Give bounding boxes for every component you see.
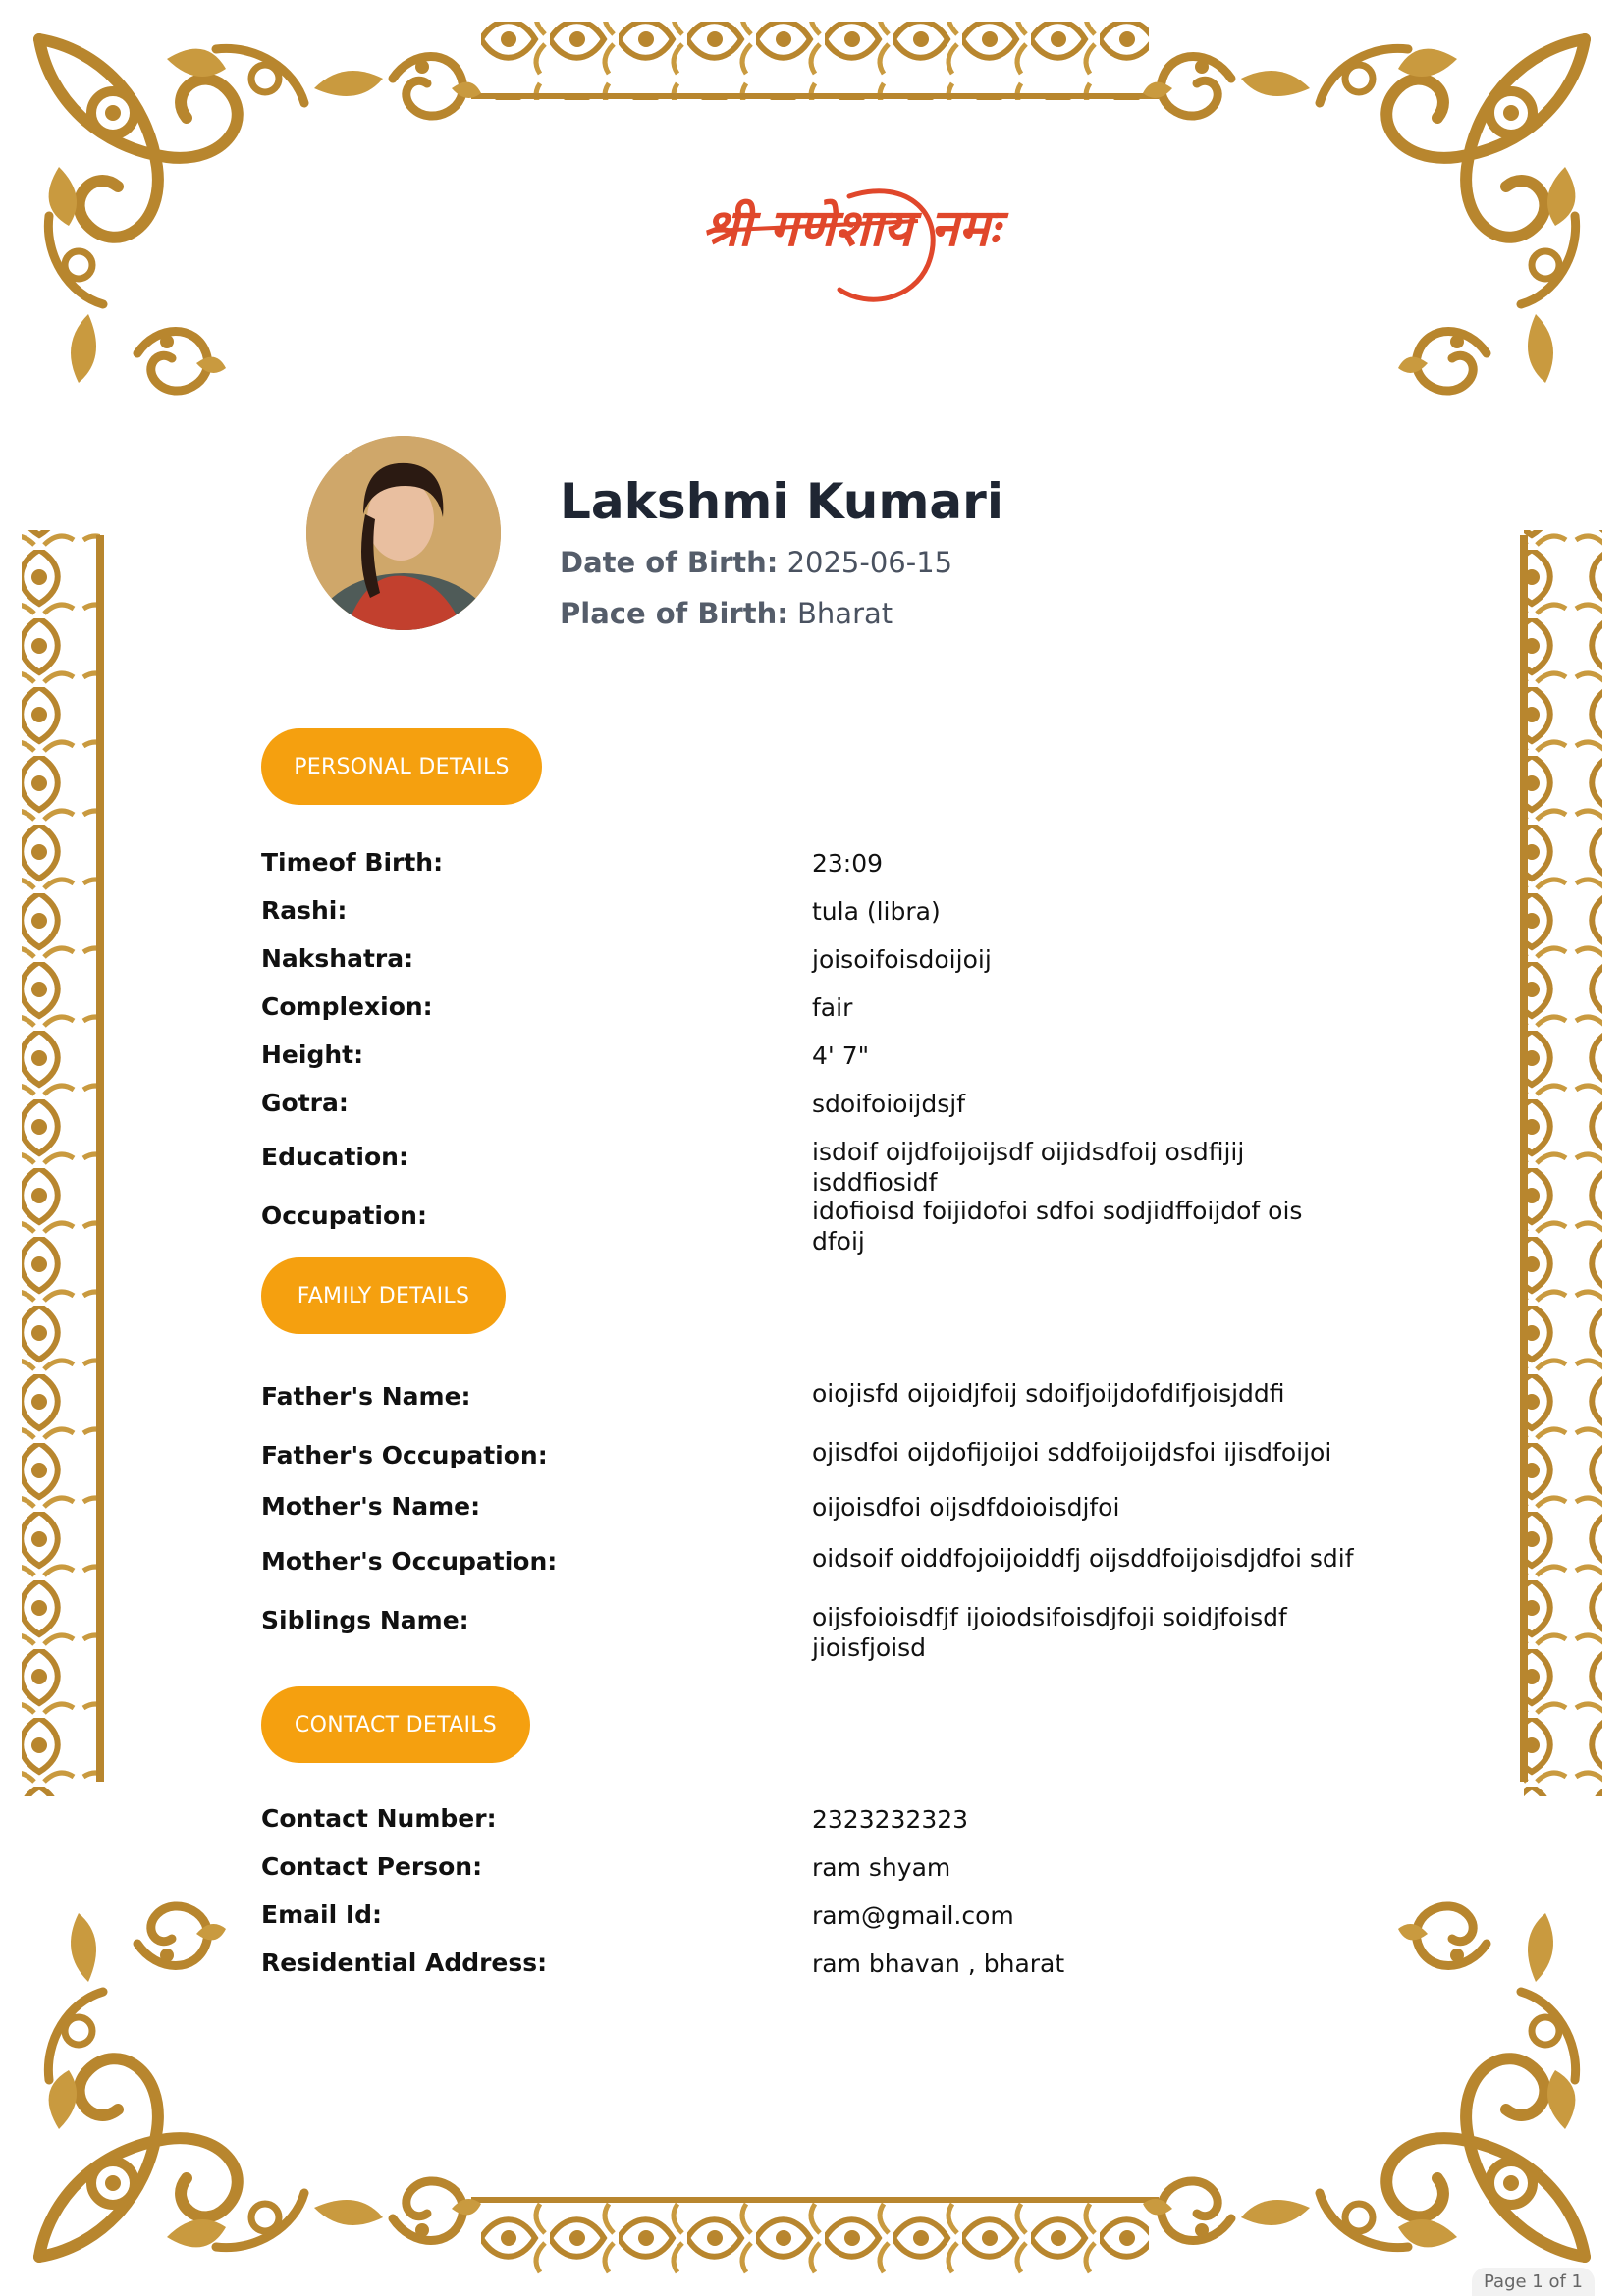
page-number: Page 1 of 1 [1472, 2268, 1595, 2296]
detail-label: Mother's Name: [261, 1492, 481, 1521]
detail-label: Father's Name: [261, 1382, 471, 1411]
section-header-personal: PERSONAL DETAILS [261, 728, 542, 805]
detail-value: 23:09 [812, 849, 884, 878]
detail-value: joisoifoisdoijoij [812, 945, 992, 974]
place-of-birth [560, 597, 893, 630]
detail-value: fair [812, 993, 853, 1022]
detail-label: Nakshatra: [261, 944, 414, 973]
detail-value: ram bhavan , bharat [812, 1949, 1065, 1978]
detail-label: Father's Occupation: [261, 1441, 548, 1469]
detail-label: Contact Number: [261, 1804, 497, 1833]
detail-label: Mother's Occupation: [261, 1547, 558, 1575]
detail-label: Education: [261, 1143, 408, 1171]
detail-label: Contact Person: [261, 1852, 483, 1881]
detail-value: sdoifoioijdsjf [812, 1090, 966, 1118]
detail-label: Siblings Name: [261, 1606, 469, 1634]
detail-value: 4' 7" [812, 1041, 870, 1070]
profile-photo [306, 436, 501, 630]
detail-value: tula (libra) [812, 897, 941, 926]
invocation-text: श्री गणेशाय नमः [702, 198, 1000, 258]
dob-value: 2025-06-15 [786, 546, 953, 579]
date-of-birth [560, 546, 952, 579]
detail-value: ojisdfoi oijdofijoijoi sddfoijoijdsfoi ijisdfoijoi [812, 1438, 1332, 1467]
detail-label: Email Id: [261, 1900, 383, 1929]
detail-value: 2323232323 [812, 1805, 969, 1834]
detail-value: oijoisdfoi oijsdfdoioisdjfoi [812, 1493, 1120, 1522]
detail-value: idofioisd foijidofoi sdfoi sodjidffoijdof ois dfoij [812, 1197, 1303, 1255]
detail-label: Timeof Birth: [261, 848, 444, 877]
dob-label: Date of Birth: [560, 546, 779, 579]
pob-label: Place of Birth: [560, 597, 788, 630]
detail-value: oiojisfd oijoidjfoij sdoifjoijdofdifjoisjddfi [812, 1379, 1285, 1408]
detail-label: Residential Address: [261, 1949, 548, 1977]
section-header-family: FAMILY DETAILS [261, 1257, 506, 1334]
detail-label: Complexion: [261, 992, 433, 1021]
person-name: Lakshmi Kumari [560, 473, 1003, 530]
detail-value: ram shyam [812, 1853, 951, 1882]
detail-value: ram@gmail.com [812, 1901, 1014, 1930]
detail-label: Gotra: [261, 1089, 349, 1117]
detail-value: oijsfoioisdfjf ijoiodsifoisdjfoji soidjfoisdf jioisfjoisd [812, 1603, 1287, 1662]
detail-label: Height: [261, 1041, 364, 1069]
section-header-contact: CONTACT DETAILS [261, 1686, 530, 1763]
pob-value: Bharat [797, 597, 893, 630]
detail-value: isdoif oijdfoijoijsdf oijidsdfoij osdfijij isddfiosidf [812, 1138, 1245, 1197]
portrait-image [306, 436, 501, 630]
detail-label: Rashi: [261, 896, 348, 925]
detail-label: Occupation: [261, 1201, 427, 1230]
detail-value: oidsoif oiddfojoijoiddfj oijsddfoijoisdjdfoi sdif [812, 1544, 1354, 1573]
